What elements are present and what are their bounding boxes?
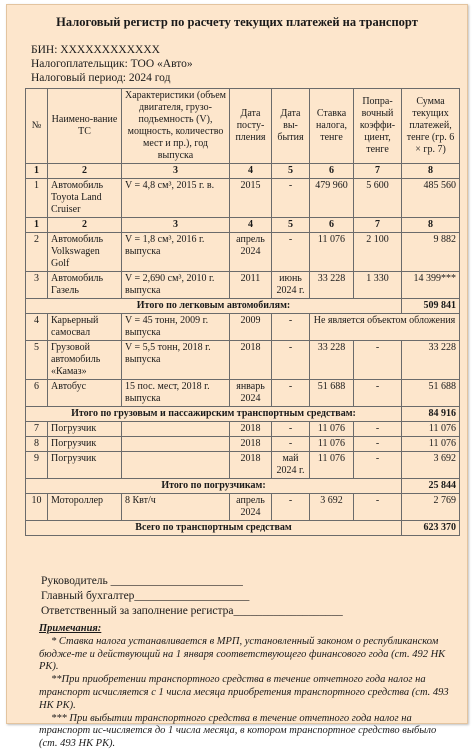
cell-rate: 11 076 [310,233,354,272]
table-row [26,233,460,272]
cell-in: 2018 [230,452,272,479]
col-number: 6 [310,218,354,233]
cell-n: 7 [26,422,48,437]
cell-char [122,437,230,452]
cell-not-taxable: Не является объектом обложения [310,314,460,341]
cell-n: 2 [26,233,48,272]
cell-rate: 51 688 [310,380,354,407]
cell-out: - [272,233,310,272]
cell-sum: 14 399*** [402,272,460,299]
subtotal-row [26,479,460,494]
col-header: Сумма текущих платежей, тенге (гр. 6 × гр. 7) [402,89,460,164]
cell-coef: 1 330 [354,272,402,299]
cell-rate: 3 692 [310,494,354,521]
table-row [26,380,460,407]
col-header: Дата вы-бытия [272,89,310,164]
cell-out: - [272,380,310,407]
cell-char: V = 1,8 см³, 2016 г. выпуска [122,233,230,272]
cell-out: - [272,494,310,521]
period-line: Налоговый период: 2024 год [31,72,171,84]
cell-sum: 11 076 [402,437,460,452]
register-table [25,88,460,536]
col-number: 2 [48,218,122,233]
cell-sum: 33 228 [402,341,460,380]
col-header: Дата посту-пления [230,89,272,164]
col-number: 8 [402,218,460,233]
cell-coef: - [354,437,402,452]
cell-rate: 11 076 [310,452,354,479]
cell-name: Автомобиль Volkswagen Golf [48,233,122,272]
cell-sum: 9 882 [402,233,460,272]
cell-n: 4 [26,314,48,341]
cell-in: 2018 [230,437,272,452]
col-header: Ставка налога, тенге [310,89,354,164]
cell-out: - [272,179,310,218]
subtotal-label: Итого по погрузчикам: [26,479,402,494]
cell-in: 2018 [230,341,272,380]
cell-n: 5 [26,341,48,380]
cell-out: июнь 2024 г. [272,272,310,299]
cell-rate: 11 076 [310,437,354,452]
cell-n: 6 [26,380,48,407]
cell-sum: 485 560 [402,179,460,218]
cell-coef: 5 600 [354,179,402,218]
bin-line: БИН: ХХХХХХХХХХХХ [31,44,160,56]
table-row [26,341,460,380]
col-number: 5 [272,218,310,233]
cell-coef: - [354,422,402,437]
cell-sum: 3 692 [402,452,460,479]
cell-out: - [272,437,310,452]
cell-in: апрель 2024 [230,233,272,272]
cell-coef: - [354,341,402,380]
subtotal-value: 25 844 [402,479,460,494]
notes-heading: Примечания: [39,623,102,634]
cell-in: апрель 2024 [230,494,272,521]
cell-n: 8 [26,437,48,452]
cell-name: Автомобиль Газель [48,272,122,299]
cell-n: 3 [26,272,48,299]
column-number-row [26,164,460,179]
document-title: Налоговый регистр по расчету текущих платежей на транспорт [56,15,418,29]
col-number: 7 [354,218,402,233]
cell-char: V = 45 тонн, 2009 г. выпуска [122,314,230,341]
col-header: Характеристики (объем двигателя, грузо-подъемность (V), мощность, количество мест и пр.), год выпуска [122,89,230,164]
cell-rate: 11 076 [310,422,354,437]
table-header-row [26,89,460,164]
col-header: № [26,89,48,164]
cell-char: V = 2,690 см³, 2010 г. выпуска [122,272,230,299]
table-row [26,179,460,218]
cell-char: V = 4,8 см³, 2015 г. в. [122,179,230,218]
col-number: 4 [230,164,272,179]
cell-name: Автомобиль Toyota Land Cruiser [48,179,122,218]
column-number-row [26,218,460,233]
table-row [26,314,460,341]
note-3: *** При выбытии транспортного средства в течение отчетного года налог на транспорт ис-числяется до 1 числа месяца, в котором транспортное средство выбыло (ст. 493 НК РК). [39,712,437,750]
subtotal-row [26,299,460,314]
cell-char: V = 5,5 тонн, 2018 г. выпуска [122,341,230,380]
cell-rate: 33 228 [310,272,354,299]
cell-sum: 2 769 [402,494,460,521]
cell-out: - [272,422,310,437]
cell-name: Мотороллер [48,494,122,521]
cell-coef: - [354,380,402,407]
cell-out: май 2024 г. [272,452,310,479]
cell-rate: 479 960 [310,179,354,218]
table-row [26,452,460,479]
col-number: 5 [272,164,310,179]
cell-name: Карьерный самосвал [48,314,122,341]
taxpayer-line: Налогоплательщик: ТОО «Авто» [31,58,193,70]
cell-char [122,452,230,479]
cell-in: 2018 [230,422,272,437]
col-number: 3 [122,218,230,233]
cell-name: Автобус [48,380,122,407]
subtotal-row [26,407,460,422]
cell-name: Грузовой автомобиль «Камаз» [48,341,122,380]
cell-coef: 2 100 [354,233,402,272]
col-number: 6 [310,164,354,179]
cell-char: 15 пос. мест, 2018 г. выпуска [122,380,230,407]
total-value: 623 370 [402,521,460,536]
cell-sum: 11 076 [402,422,460,437]
table-row [26,494,460,521]
register-sheet [6,4,468,750]
table-row [26,422,460,437]
cell-n: 1 [26,179,48,218]
col-number: 2 [48,164,122,179]
cell-char: 8 Квт/ч [122,494,230,521]
note-2: **При приобретении транспортного средства в течение отчетного года налог на транспорт исчисляется с 1 числа месяца приобретения транспортного средства (ст. 493 НК РК). [39,674,449,711]
cell-name: Погрузчик [48,452,122,479]
table-row [26,437,460,452]
cell-in: 2015 [230,179,272,218]
cell-n: 10 [26,494,48,521]
col-number: 1 [26,164,48,179]
total-label: Всего по транспортным средствам [26,521,402,536]
col-number: 3 [122,164,230,179]
accountant-signature: Главный бухгалтер____________________ [41,590,250,602]
col-header: Наимено-вание ТС [48,89,122,164]
subtotal-label: Итого по легковым автомобилям: [26,299,402,314]
subtotal-label: Итого по грузовым и пассажирским транспортным средствам: [26,407,402,422]
cell-coef: - [354,452,402,479]
col-number: 4 [230,218,272,233]
col-number: 8 [402,164,460,179]
total-row [26,521,460,536]
cell-in: 2011 [230,272,272,299]
cell-sum: 51 688 [402,380,460,407]
col-header: Попра-вочный коэффи-циент, тенге [354,89,402,164]
responsible-signature: Ответственный за заполнение регистра___________________ [41,605,343,617]
cell-name: Погрузчик [48,422,122,437]
notes-block [39,623,451,751]
subtotal-value: 509 841 [402,299,460,314]
cell-coef: - [354,494,402,521]
col-number: 7 [354,164,402,179]
cell-name: Погрузчик [48,437,122,452]
director-signature: Руководитель _______________________ [41,575,243,587]
note-1: * Ставка налога устанавливается в МРП, установленный законом о республиканском бюдже-те и действующий на 1 января соответствующего финансового года (ст. 492 НК РК). [39,635,446,673]
cell-out: - [272,341,310,380]
cell-in: январь 2024 [230,380,272,407]
table-row [26,272,460,299]
cell-char [122,422,230,437]
cell-rate: 33 228 [310,341,354,380]
cell-out: - [272,314,310,341]
col-number: 1 [26,218,48,233]
cell-in: 2009 [230,314,272,341]
cell-n: 9 [26,452,48,479]
subtotal-value: 84 916 [402,407,460,422]
